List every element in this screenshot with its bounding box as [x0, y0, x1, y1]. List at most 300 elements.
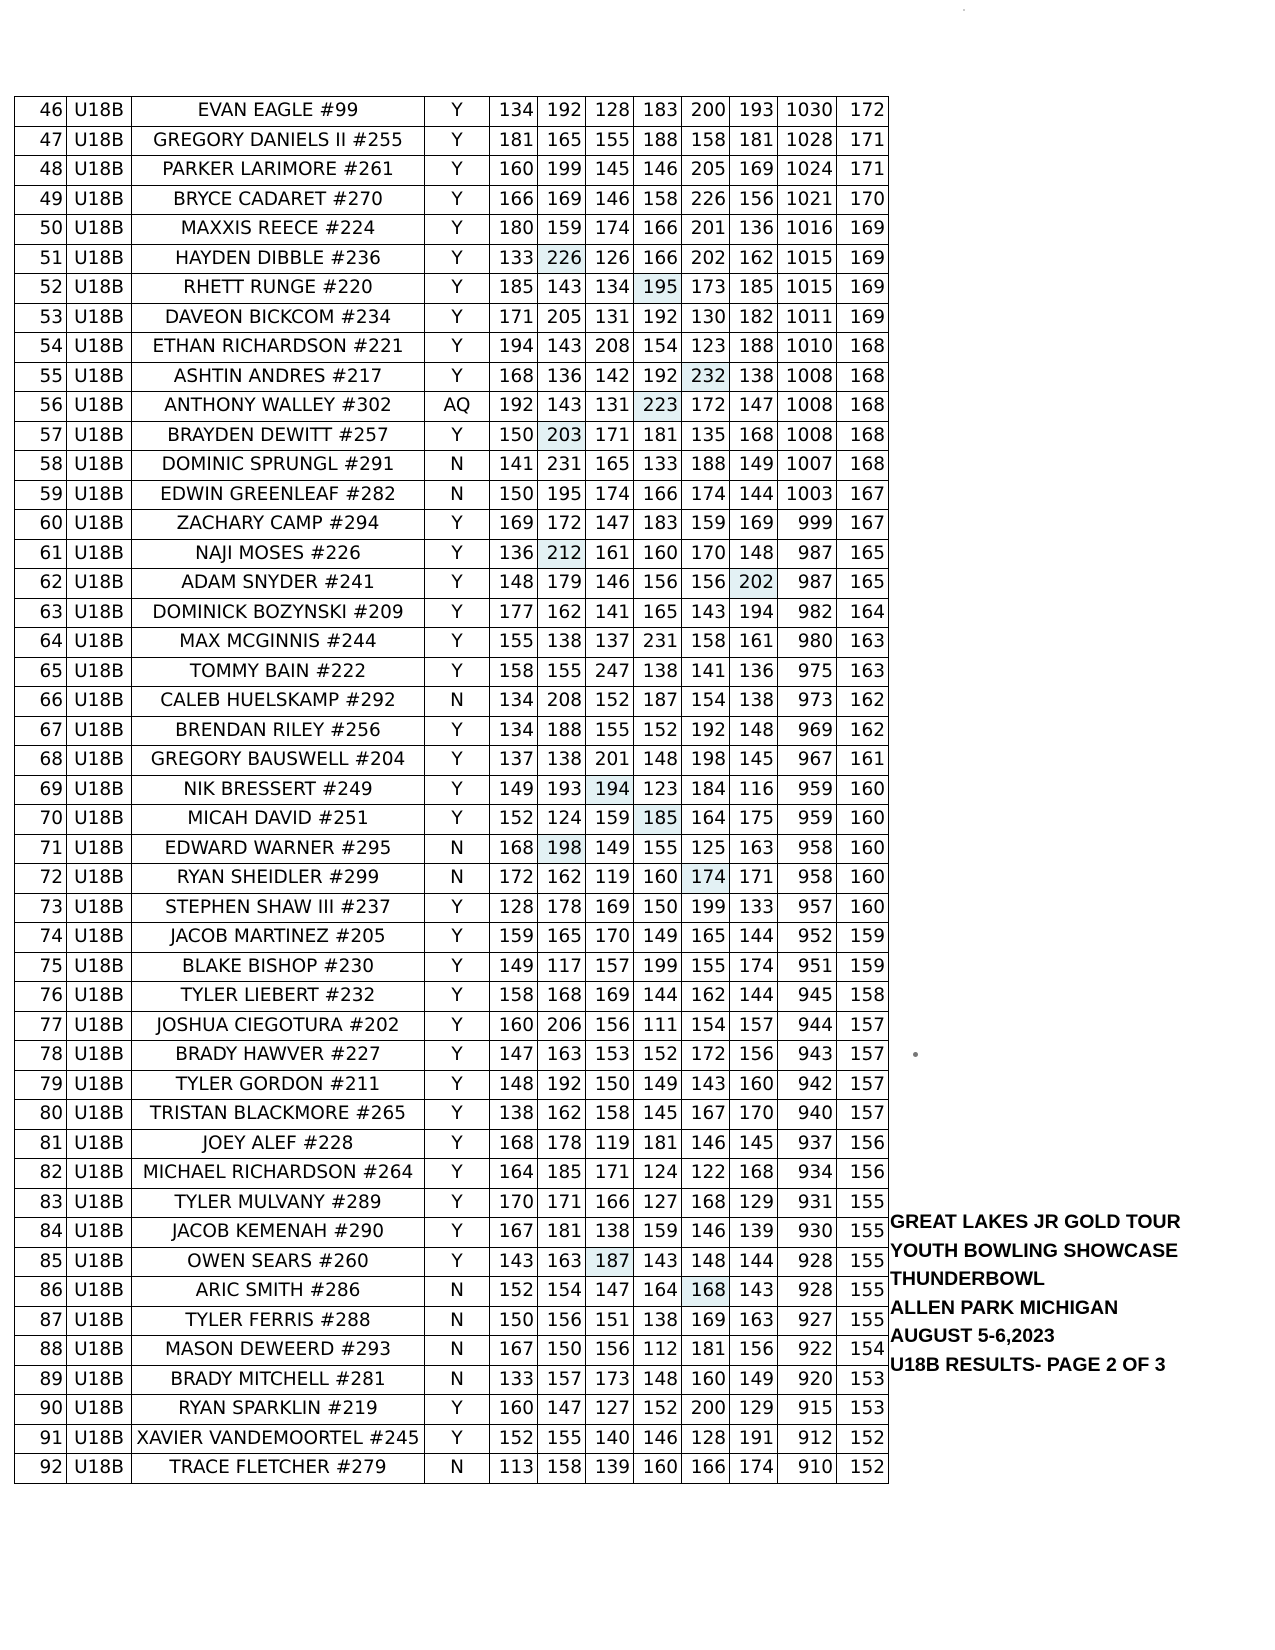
bowler-name-cell: EDWIN GREENLEAF #282 [132, 480, 425, 510]
game-1-score-cell: 138 [490, 1100, 538, 1130]
bowler-name-cell: ADAM SNYDER #241 [132, 569, 425, 599]
total-pins-cell: 975 [778, 657, 837, 687]
status-flag-cell: Y [425, 598, 490, 628]
average-cell: 159 [837, 923, 889, 953]
game-4-score-cell: 164 [634, 1277, 682, 1307]
division-cell: U18B [67, 1277, 132, 1307]
game-4-score-cell: 166 [634, 480, 682, 510]
place-cell: 71 [15, 834, 67, 864]
game-1-score-cell: 147 [490, 1041, 538, 1071]
status-flag-cell: Y [425, 569, 490, 599]
game-3-score-cell: 169 [586, 982, 634, 1012]
game-3-score-cell: 131 [586, 303, 634, 333]
division-cell: U18B [67, 893, 132, 923]
game-3-score-cell: 165 [586, 451, 634, 481]
game-5-score-cell: 192 [682, 716, 730, 746]
division-cell: U18B [67, 569, 132, 599]
game-3-score-cell: 142 [586, 362, 634, 392]
game-1-score-cell: 152 [490, 805, 538, 835]
game-1-score-cell: 148 [490, 1070, 538, 1100]
game-5-score-cell: 202 [682, 244, 730, 274]
division-cell: U18B [67, 628, 132, 658]
table-row [15, 126, 889, 156]
game-3-score-cell: 127 [586, 1395, 634, 1425]
game-1-score-cell: 172 [490, 864, 538, 894]
game-6-score-cell: 169 [730, 156, 778, 186]
game-1-score-cell: 160 [490, 1395, 538, 1425]
table-row [15, 746, 889, 776]
status-flag-cell: Y [425, 126, 490, 156]
status-flag-cell: N [425, 864, 490, 894]
table-row [15, 834, 889, 864]
game-3-score-cell: 139 [586, 1454, 634, 1484]
bowler-name-cell: GREGORY BAUSWELL #204 [132, 746, 425, 776]
total-pins-cell: 1008 [778, 421, 837, 451]
bowler-name-cell: DOMINIC SPRUNGL #291 [132, 451, 425, 481]
game-6-score-cell: 139 [730, 1218, 778, 1248]
bowler-name-cell: XAVIER VANDEMOORTEL #245 [132, 1424, 425, 1454]
status-flag-cell: N [425, 480, 490, 510]
game-2-score-cell: 163 [538, 1041, 586, 1071]
status-flag-cell: Y [425, 1011, 490, 1041]
table-row [15, 1011, 889, 1041]
bowler-name-cell: TYLER FERRIS #288 [132, 1306, 425, 1336]
average-cell: 169 [837, 274, 889, 304]
game-4-score-cell: 160 [634, 539, 682, 569]
division-cell: U18B [67, 274, 132, 304]
place-cell: 83 [15, 1188, 67, 1218]
division-cell: U18B [67, 303, 132, 333]
average-cell: 158 [837, 982, 889, 1012]
bowler-name-cell: JOSHUA CIEGOTURA #202 [132, 1011, 425, 1041]
game-4-score-cell: 223 [634, 392, 682, 422]
event-info-line: THUNDERBOWL [890, 1268, 1045, 1290]
place-cell: 52 [15, 274, 67, 304]
table-row [15, 805, 889, 835]
game-3-score-cell: 171 [586, 421, 634, 451]
total-pins-cell: 943 [778, 1041, 837, 1071]
game-6-score-cell: 170 [730, 1100, 778, 1130]
total-pins-cell: 973 [778, 687, 837, 717]
division-cell: U18B [67, 1306, 132, 1336]
bowler-name-cell: TRACE FLETCHER #279 [132, 1454, 425, 1484]
status-flag-cell: Y [425, 1100, 490, 1130]
total-pins-cell: 1015 [778, 274, 837, 304]
game-5-score-cell: 159 [682, 510, 730, 540]
game-4-score-cell: 133 [634, 451, 682, 481]
game-5-score-cell: 201 [682, 215, 730, 245]
game-1-score-cell: 149 [490, 775, 538, 805]
total-pins-cell: 969 [778, 716, 837, 746]
status-flag-cell: Y [425, 156, 490, 186]
average-cell: 167 [837, 510, 889, 540]
place-cell: 57 [15, 421, 67, 451]
game-5-score-cell: 174 [682, 864, 730, 894]
place-cell: 72 [15, 864, 67, 894]
table-row [15, 569, 889, 599]
game-2-score-cell: 162 [538, 598, 586, 628]
division-cell: U18B [67, 185, 132, 215]
bowler-name-cell: JACOB MARTINEZ #205 [132, 923, 425, 953]
game-6-score-cell: 174 [730, 952, 778, 982]
game-4-score-cell: 160 [634, 1454, 682, 1484]
place-cell: 90 [15, 1395, 67, 1425]
place-cell: 62 [15, 569, 67, 599]
game-6-score-cell: 168 [730, 421, 778, 451]
game-3-score-cell: 138 [586, 1218, 634, 1248]
table-row [15, 97, 889, 127]
scan-speck [963, 9, 965, 11]
game-4-score-cell: 199 [634, 952, 682, 982]
game-6-score-cell: 169 [730, 510, 778, 540]
game-1-score-cell: 134 [490, 97, 538, 127]
bowler-name-cell: MASON DEWEERD #293 [132, 1336, 425, 1366]
game-1-score-cell: 181 [490, 126, 538, 156]
total-pins-cell: 1028 [778, 126, 837, 156]
status-flag-cell: N [425, 1454, 490, 1484]
table-row [15, 215, 889, 245]
game-2-score-cell: 185 [538, 1159, 586, 1189]
scan-speck [913, 1052, 918, 1057]
game-6-score-cell: 160 [730, 1070, 778, 1100]
game-4-score-cell: 152 [634, 716, 682, 746]
bowler-name-cell: BRADY HAWVER #227 [132, 1041, 425, 1071]
game-6-score-cell: 175 [730, 805, 778, 835]
division-cell: U18B [67, 451, 132, 481]
status-flag-cell: Y [425, 1129, 490, 1159]
game-1-score-cell: 166 [490, 185, 538, 215]
game-3-score-cell: 171 [586, 1159, 634, 1189]
average-cell: 168 [837, 333, 889, 363]
table-row [15, 657, 889, 687]
average-cell: 160 [837, 864, 889, 894]
bowler-name-cell: BRENDAN RILEY #256 [132, 716, 425, 746]
game-4-score-cell: 183 [634, 97, 682, 127]
division-cell: U18B [67, 746, 132, 776]
division-cell: U18B [67, 1395, 132, 1425]
game-2-score-cell: 208 [538, 687, 586, 717]
game-4-score-cell: 152 [634, 1041, 682, 1071]
status-flag-cell: AQ [425, 392, 490, 422]
game-4-score-cell: 166 [634, 215, 682, 245]
division-cell: U18B [67, 156, 132, 186]
average-cell: 171 [837, 126, 889, 156]
game-5-score-cell: 164 [682, 805, 730, 835]
average-cell: 153 [837, 1365, 889, 1395]
average-cell: 162 [837, 687, 889, 717]
status-flag-cell: Y [425, 657, 490, 687]
division-cell: U18B [67, 982, 132, 1012]
game-1-score-cell: 134 [490, 687, 538, 717]
game-2-score-cell: 154 [538, 1277, 586, 1307]
status-flag-cell: Y [425, 805, 490, 835]
game-6-score-cell: 191 [730, 1424, 778, 1454]
place-cell: 88 [15, 1336, 67, 1366]
game-5-score-cell: 123 [682, 333, 730, 363]
table-row [15, 1247, 889, 1277]
game-5-score-cell: 158 [682, 628, 730, 658]
average-cell: 165 [837, 539, 889, 569]
game-6-score-cell: 136 [730, 215, 778, 245]
game-2-score-cell: 226 [538, 244, 586, 274]
game-3-score-cell: 141 [586, 598, 634, 628]
game-6-score-cell: 144 [730, 982, 778, 1012]
place-cell: 61 [15, 539, 67, 569]
game-3-score-cell: 201 [586, 746, 634, 776]
total-pins-cell: 1030 [778, 97, 837, 127]
place-cell: 55 [15, 362, 67, 392]
average-cell: 169 [837, 244, 889, 274]
bowler-name-cell: TRISTAN BLACKMORE #265 [132, 1100, 425, 1130]
results-body [15, 97, 889, 1484]
game-1-score-cell: 170 [490, 1188, 538, 1218]
division-cell: U18B [67, 215, 132, 245]
game-2-score-cell: 156 [538, 1306, 586, 1336]
game-4-score-cell: 158 [634, 185, 682, 215]
game-2-score-cell: 195 [538, 480, 586, 510]
table-row [15, 716, 889, 746]
table-row [15, 156, 889, 186]
game-4-score-cell: 148 [634, 1365, 682, 1395]
average-cell: 152 [837, 1424, 889, 1454]
average-cell: 171 [837, 156, 889, 186]
game-6-score-cell: 202 [730, 569, 778, 599]
game-4-score-cell: 187 [634, 687, 682, 717]
division-cell: U18B [67, 1070, 132, 1100]
event-info-line: YOUTH BOWLING SHOWCASE [890, 1239, 1179, 1262]
game-6-score-cell: 138 [730, 687, 778, 717]
game-2-score-cell: 203 [538, 421, 586, 451]
division-cell: U18B [67, 775, 132, 805]
game-5-score-cell: 155 [682, 952, 730, 982]
game-5-score-cell: 165 [682, 923, 730, 953]
game-6-score-cell: 185 [730, 274, 778, 304]
game-4-score-cell: 181 [634, 1129, 682, 1159]
game-6-score-cell: 116 [730, 775, 778, 805]
game-2-score-cell: 168 [538, 982, 586, 1012]
total-pins-cell: 952 [778, 923, 837, 953]
game-5-score-cell: 143 [682, 598, 730, 628]
division-cell: U18B [67, 539, 132, 569]
game-6-score-cell: 156 [730, 1336, 778, 1366]
status-flag-cell: N [425, 1365, 490, 1395]
status-flag-cell: Y [425, 1395, 490, 1425]
bowler-name-cell: BRADY MITCHELL #281 [132, 1365, 425, 1395]
status-flag-cell: Y [425, 1041, 490, 1071]
average-cell: 159 [837, 952, 889, 982]
average-cell: 155 [837, 1218, 889, 1248]
place-cell: 79 [15, 1070, 67, 1100]
division-cell: U18B [67, 1247, 132, 1277]
status-flag-cell: Y [425, 716, 490, 746]
total-pins-cell: 912 [778, 1424, 837, 1454]
place-cell: 84 [15, 1218, 67, 1248]
division-cell: U18B [67, 687, 132, 717]
game-1-score-cell: 136 [490, 539, 538, 569]
place-cell: 75 [15, 952, 67, 982]
game-4-score-cell: 156 [634, 569, 682, 599]
game-4-score-cell: 143 [634, 1247, 682, 1277]
average-cell: 168 [837, 451, 889, 481]
status-flag-cell: Y [425, 1424, 490, 1454]
game-2-score-cell: 198 [538, 834, 586, 864]
game-1-score-cell: 158 [490, 657, 538, 687]
table-row [15, 392, 889, 422]
game-3-score-cell: 140 [586, 1424, 634, 1454]
game-2-score-cell: 143 [538, 274, 586, 304]
game-2-score-cell: 150 [538, 1336, 586, 1366]
bowler-name-cell: NIK BRESSERT #249 [132, 775, 425, 805]
table-row [15, 185, 889, 215]
game-2-score-cell: 155 [538, 657, 586, 687]
division-cell: U18B [67, 923, 132, 953]
game-6-score-cell: 162 [730, 244, 778, 274]
game-1-score-cell: 180 [490, 215, 538, 245]
game-3-score-cell: 173 [586, 1365, 634, 1395]
game-6-score-cell: 144 [730, 1247, 778, 1277]
average-cell: 160 [837, 893, 889, 923]
event-info-line: AUGUST 5-6,2023 [890, 1325, 1055, 1347]
game-1-score-cell: 192 [490, 392, 538, 422]
game-4-score-cell: 155 [634, 834, 682, 864]
game-1-score-cell: 141 [490, 451, 538, 481]
game-2-score-cell: 193 [538, 775, 586, 805]
game-3-score-cell: 161 [586, 539, 634, 569]
place-cell: 91 [15, 1424, 67, 1454]
average-cell: 152 [837, 1454, 889, 1484]
division-cell: U18B [67, 1041, 132, 1071]
average-cell: 163 [837, 628, 889, 658]
total-pins-cell: 959 [778, 775, 837, 805]
game-3-score-cell: 126 [586, 244, 634, 274]
table-row [15, 1129, 889, 1159]
place-cell: 65 [15, 657, 67, 687]
table-row [15, 1365, 889, 1395]
place-cell: 73 [15, 893, 67, 923]
average-cell: 160 [837, 834, 889, 864]
status-flag-cell: Y [425, 421, 490, 451]
bowler-name-cell: ANTHONY WALLEY #302 [132, 392, 425, 422]
game-5-score-cell: 143 [682, 1070, 730, 1100]
game-5-score-cell: 174 [682, 480, 730, 510]
game-2-score-cell: 158 [538, 1454, 586, 1484]
bowler-name-cell: CALEB HUELSKAMP #292 [132, 687, 425, 717]
table-row [15, 421, 889, 451]
game-6-score-cell: 156 [730, 1041, 778, 1071]
game-5-score-cell: 173 [682, 274, 730, 304]
game-3-score-cell: 146 [586, 569, 634, 599]
bowler-name-cell: RYAN SPARKLIN #219 [132, 1395, 425, 1425]
total-pins-cell: 1024 [778, 156, 837, 186]
game-1-score-cell: 194 [490, 333, 538, 363]
average-cell: 163 [837, 657, 889, 687]
status-flag-cell: Y [425, 923, 490, 953]
table-row [15, 864, 889, 894]
game-4-score-cell: 159 [634, 1218, 682, 1248]
game-5-score-cell: 200 [682, 97, 730, 127]
bowler-name-cell: TYLER GORDON #211 [132, 1070, 425, 1100]
bowler-name-cell: ZACHARY CAMP #294 [132, 510, 425, 540]
table-row [15, 952, 889, 982]
game-6-score-cell: 143 [730, 1277, 778, 1307]
total-pins-cell: 915 [778, 1395, 837, 1425]
game-5-score-cell: 122 [682, 1159, 730, 1189]
game-2-score-cell: 199 [538, 156, 586, 186]
total-pins-cell: 1008 [778, 392, 837, 422]
total-pins-cell: 945 [778, 982, 837, 1012]
game-4-score-cell: 192 [634, 362, 682, 392]
game-5-score-cell: 162 [682, 982, 730, 1012]
division-cell: U18B [67, 480, 132, 510]
game-6-score-cell: 149 [730, 1365, 778, 1395]
game-4-score-cell: 111 [634, 1011, 682, 1041]
table-row [15, 1218, 889, 1248]
game-4-score-cell: 181 [634, 421, 682, 451]
table-row [15, 1188, 889, 1218]
status-flag-cell: Y [425, 952, 490, 982]
game-4-score-cell: 144 [634, 982, 682, 1012]
place-cell: 85 [15, 1247, 67, 1277]
table-row [15, 1070, 889, 1100]
place-cell: 86 [15, 1277, 67, 1307]
game-1-score-cell: 164 [490, 1159, 538, 1189]
game-3-score-cell: 166 [586, 1188, 634, 1218]
game-3-score-cell: 146 [586, 185, 634, 215]
status-flag-cell: Y [425, 628, 490, 658]
game-3-score-cell: 150 [586, 1070, 634, 1100]
game-2-score-cell: 212 [538, 539, 586, 569]
game-6-score-cell: 188 [730, 333, 778, 363]
bowler-name-cell: MAXXIS REECE #224 [132, 215, 425, 245]
game-4-score-cell: 185 [634, 805, 682, 835]
game-2-score-cell: 136 [538, 362, 586, 392]
game-2-score-cell: 192 [538, 97, 586, 127]
division-cell: U18B [67, 952, 132, 982]
place-cell: 70 [15, 805, 67, 835]
place-cell: 66 [15, 687, 67, 717]
total-pins-cell: 1003 [778, 480, 837, 510]
table-row [15, 303, 889, 333]
division-cell: U18B [67, 1100, 132, 1130]
game-2-score-cell: 192 [538, 1070, 586, 1100]
game-3-score-cell: 155 [586, 716, 634, 746]
game-6-score-cell: 174 [730, 1454, 778, 1484]
division-cell: U18B [67, 1218, 132, 1248]
division-cell: U18B [67, 805, 132, 835]
status-flag-cell: Y [425, 244, 490, 274]
average-cell: 155 [837, 1277, 889, 1307]
game-1-score-cell: 150 [490, 421, 538, 451]
average-cell: 162 [837, 716, 889, 746]
game-4-score-cell: 160 [634, 864, 682, 894]
total-pins-cell: 922 [778, 1336, 837, 1366]
game-5-score-cell: 135 [682, 421, 730, 451]
table-row [15, 775, 889, 805]
game-2-score-cell: 162 [538, 864, 586, 894]
game-6-score-cell: 144 [730, 923, 778, 953]
game-2-score-cell: 138 [538, 628, 586, 658]
status-flag-cell: Y [425, 185, 490, 215]
game-2-score-cell: 163 [538, 1247, 586, 1277]
status-flag-cell: Y [425, 510, 490, 540]
event-info-line: GREAT LAKES JR GOLD TOUR [890, 1211, 1181, 1233]
place-cell: 89 [15, 1365, 67, 1395]
game-3-score-cell: 119 [586, 864, 634, 894]
game-6-score-cell: 168 [730, 1159, 778, 1189]
place-cell: 81 [15, 1129, 67, 1159]
game-3-score-cell: 155 [586, 126, 634, 156]
game-3-score-cell: 158 [586, 1100, 634, 1130]
